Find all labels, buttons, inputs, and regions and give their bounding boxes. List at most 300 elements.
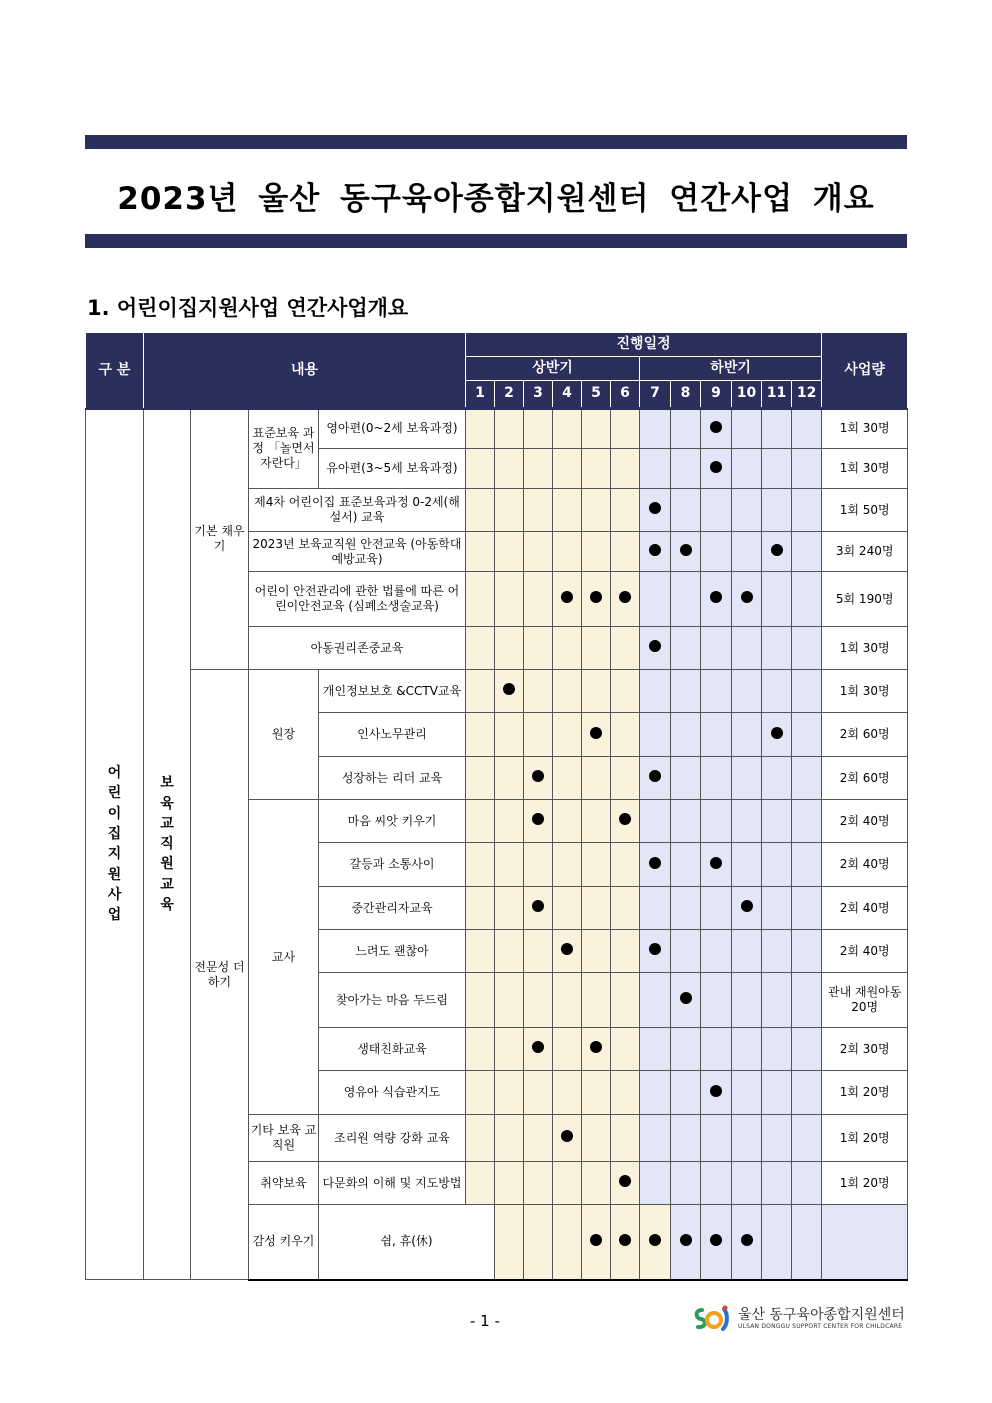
group-director: 원장 xyxy=(249,670,319,800)
month-cell-2 xyxy=(495,930,524,973)
month-cell-10 xyxy=(732,489,762,532)
month-cell-8 xyxy=(671,670,701,713)
month-cell-7 xyxy=(640,1071,671,1115)
group-basic: 기본 채우기 xyxy=(191,409,249,670)
month-cell-12 xyxy=(792,670,822,713)
header-month-11: 11 xyxy=(762,381,792,409)
page-number: - 1 - xyxy=(470,1312,500,1330)
month-cell-6 xyxy=(611,1162,640,1205)
schedule-dot xyxy=(649,770,661,782)
schedule-dot xyxy=(741,1234,753,1246)
month-cell-12 xyxy=(792,532,822,572)
section-heading: 1. 어린이집지원사업 연간사업개요 xyxy=(87,296,409,320)
month-cell-8 xyxy=(671,532,701,572)
month-cell-12 xyxy=(792,713,822,757)
month-cell-12 xyxy=(792,1071,822,1115)
month-cell-12 xyxy=(792,1115,822,1162)
month-cell-7 xyxy=(640,973,671,1028)
month-cell-12 xyxy=(792,627,822,670)
schedule-dot xyxy=(532,770,544,782)
schedule-dot xyxy=(680,1234,692,1246)
header-month-7: 7 xyxy=(640,381,671,409)
row-amount: 1회 30명 xyxy=(822,409,908,449)
month-cell-8 xyxy=(671,1071,701,1115)
schedule-dot xyxy=(619,1234,631,1246)
group-other-staff: 기타 보육 교직원 xyxy=(249,1115,319,1162)
month-cell-5 xyxy=(582,409,611,449)
month-cell-6 xyxy=(611,1028,640,1071)
month-cell-6 xyxy=(611,627,640,670)
month-cell-10 xyxy=(732,1115,762,1162)
month-cell-2 xyxy=(495,1028,524,1071)
header-month-3: 3 xyxy=(524,381,553,409)
row-name: 찾아가는 마음 두드림 xyxy=(319,973,466,1028)
month-cell-9 xyxy=(732,1205,762,1280)
month-cell-9 xyxy=(701,627,732,670)
month-cell-4 xyxy=(553,1115,582,1162)
schedule-dot xyxy=(649,943,661,955)
month-cell-3 xyxy=(524,1162,553,1205)
row-name: 느려도 괜찮아 xyxy=(319,930,466,973)
month-cell-1 xyxy=(466,1162,495,1205)
month-cell-2 xyxy=(495,409,524,449)
month-cell-12 xyxy=(792,843,822,887)
month-cell-2 xyxy=(495,1071,524,1115)
month-cell-4 xyxy=(553,409,582,449)
month-cell-2 xyxy=(495,627,524,670)
month-cell-5 xyxy=(582,843,611,887)
month-cell-10 xyxy=(732,627,762,670)
month-cell-4 xyxy=(553,800,582,843)
month-cell-5 xyxy=(582,713,611,757)
month-cell-2 xyxy=(495,887,524,930)
row-name: 갈등과 소통사이 xyxy=(319,843,466,887)
month-cell-11 xyxy=(762,409,792,449)
row-name: 영아편(0~2세 보육과정) xyxy=(319,409,466,449)
header-schedule: 진행일정 xyxy=(466,333,822,357)
schedule-dot xyxy=(561,943,573,955)
month-cell-1 xyxy=(466,973,495,1028)
month-cell-4 xyxy=(553,1162,582,1205)
row-amount: 2회 40명 xyxy=(822,930,908,973)
month-cell-5 xyxy=(582,930,611,973)
month-cell-5 xyxy=(582,532,611,572)
month-cell-7 xyxy=(640,670,671,713)
row-amount: 관내 재원아동 20명 xyxy=(822,973,908,1028)
schedule-table xyxy=(85,332,908,1281)
month-cell-11 xyxy=(762,1028,792,1071)
schedule-dot xyxy=(532,900,544,912)
month-cell-11 xyxy=(762,572,792,627)
month-cell-1 xyxy=(466,532,495,572)
month-cell-7 xyxy=(640,887,671,930)
month-cell-5 xyxy=(582,757,611,800)
month-cell-11 xyxy=(762,843,792,887)
month-cell-1 xyxy=(466,930,495,973)
month-cell-1 xyxy=(466,1028,495,1071)
month-cell-12 xyxy=(792,887,822,930)
schedule-dot xyxy=(619,1175,631,1187)
month-cell-11 xyxy=(762,1071,792,1115)
schedule-dot xyxy=(619,591,631,603)
month-cell-2 xyxy=(495,757,524,800)
row-amount: 1회 20명 xyxy=(822,1071,908,1115)
schedule-dot xyxy=(649,502,661,514)
month-cell-8 xyxy=(671,627,701,670)
row-amount: 2회 60명 xyxy=(822,757,908,800)
month-cell-2 xyxy=(495,532,524,572)
row-amount: 1회 30명 xyxy=(822,449,908,489)
month-cell-9 xyxy=(701,572,732,627)
row-amount: 2회 40명 xyxy=(822,887,908,930)
month-cell-6 xyxy=(611,572,640,627)
schedule-dot xyxy=(503,683,515,695)
group-expert: 전문성 더하기 xyxy=(191,670,249,1280)
schedule-dot xyxy=(741,591,753,603)
schedule-dot xyxy=(532,1041,544,1053)
table-row xyxy=(86,670,908,713)
row-name: 성장하는 리더 교육 xyxy=(319,757,466,800)
row-amount: 1회 50명 xyxy=(822,489,908,532)
month-cell-1 xyxy=(466,670,495,713)
month-cell-6 xyxy=(611,1071,640,1115)
month-cell-4 xyxy=(553,713,582,757)
month-cell-4 xyxy=(553,532,582,572)
month-cell-4 xyxy=(553,1028,582,1071)
sub-category xyxy=(144,409,191,1280)
month-cell-5 xyxy=(582,1071,611,1115)
month-cell-6 xyxy=(611,532,640,572)
sub-category-label: 보 육 교 직 원 교 육 xyxy=(160,775,174,913)
month-cell-4 xyxy=(553,930,582,973)
month-cell-4 xyxy=(553,1071,582,1115)
month-cell-3 xyxy=(524,489,553,532)
month-cell-8 xyxy=(671,887,701,930)
month-cell-10 xyxy=(732,973,762,1028)
row-amount: 1회 30명 xyxy=(822,670,908,713)
month-cell-7 xyxy=(640,489,671,532)
month-cell-11 xyxy=(762,973,792,1028)
month-cell-10 xyxy=(732,800,762,843)
header-month-10: 10 xyxy=(732,381,762,409)
month-cell-9 xyxy=(701,1162,732,1205)
month-cell-1 xyxy=(466,800,495,843)
main-category xyxy=(86,409,144,1280)
row-name: 쉼, 휴(休) xyxy=(319,1205,495,1280)
month-cell-8 xyxy=(671,757,701,800)
month-cell-4 xyxy=(553,489,582,532)
month-cell-2 xyxy=(524,1205,553,1280)
month-cell-2 xyxy=(495,489,524,532)
month-cell-11 xyxy=(762,800,792,843)
month-cell-2 xyxy=(495,713,524,757)
month-cell-11 xyxy=(762,670,792,713)
month-cell-10 xyxy=(732,572,762,627)
schedule-dot xyxy=(680,544,692,556)
header-month-6: 6 xyxy=(611,381,640,409)
month-cell-3 xyxy=(524,1071,553,1115)
month-cell-2 xyxy=(495,800,524,843)
month-cell-2 xyxy=(495,843,524,887)
month-cell-1 xyxy=(466,1071,495,1115)
month-cell-11 xyxy=(762,757,792,800)
month-cell-11 xyxy=(762,489,792,532)
row-name: 아동권리존중교육 xyxy=(249,627,466,670)
row-amount: 1회 30명 xyxy=(822,627,908,670)
month-cell-2 xyxy=(495,670,524,713)
month-cell-5 xyxy=(582,887,611,930)
row-name: 유아편(3~5세 보육과정) xyxy=(319,449,466,489)
month-cell-11 xyxy=(792,1205,822,1280)
month-cell-12 xyxy=(792,930,822,973)
schedule-dot xyxy=(741,900,753,912)
row-amount: 3회 240명 xyxy=(822,532,908,572)
month-cell-7 xyxy=(640,409,671,449)
month-cell-3 xyxy=(524,930,553,973)
table-row xyxy=(86,409,908,449)
title-bottom-bar xyxy=(85,234,907,248)
header-month-1: 1 xyxy=(466,381,495,409)
header-month-5: 5 xyxy=(582,381,611,409)
schedule-dot xyxy=(649,857,661,869)
month-cell-6 xyxy=(611,973,640,1028)
month-cell-10 xyxy=(732,449,762,489)
row-name: 중간관리자교육 xyxy=(319,887,466,930)
month-cell-3 xyxy=(524,532,553,572)
schedule-dot xyxy=(771,544,783,556)
month-cell-8 xyxy=(671,973,701,1028)
month-cell-4 xyxy=(553,843,582,887)
row-name: 어린이 안전관리에 관한 법률에 따른 어린이안전교육 (심폐소생술교육) xyxy=(249,572,466,627)
header-month-12: 12 xyxy=(792,381,822,409)
month-cell-9 xyxy=(701,532,732,572)
row-amount: 2회 60명 xyxy=(822,713,908,757)
schedule-dot xyxy=(590,591,602,603)
main-category-label: 어 린 이 집 지 원 사 업 xyxy=(107,765,122,924)
month-cell-12 xyxy=(792,1028,822,1071)
month-cell-7 xyxy=(671,1205,701,1280)
row-amount: 2회 30명 xyxy=(822,1028,908,1071)
month-cell-10 xyxy=(732,930,762,973)
month-cell-1 xyxy=(466,489,495,532)
schedule-dot xyxy=(619,813,631,825)
month-cell-10 xyxy=(732,532,762,572)
month-cell-7 xyxy=(640,930,671,973)
month-cell-2 xyxy=(495,572,524,627)
schedule-dot xyxy=(710,857,722,869)
month-cell-8 xyxy=(671,800,701,843)
row-name: 인사노무관리 xyxy=(319,713,466,757)
month-cell-5 xyxy=(582,973,611,1028)
document-title: 2023년 울산 동구육아종합지원센터 연간사업 개요 xyxy=(117,181,875,217)
month-cell-8 xyxy=(671,409,701,449)
month-cell-5 xyxy=(582,449,611,489)
month-cell-8 xyxy=(671,572,701,627)
row-name: 조리원 역량 강화 교육 xyxy=(319,1115,466,1162)
month-cell-2 xyxy=(495,449,524,489)
month-cell-10 xyxy=(732,843,762,887)
center-logo-icon xyxy=(692,1304,732,1332)
month-cell-11 xyxy=(762,449,792,489)
schedule-dot xyxy=(590,1041,602,1053)
group-teacher: 교사 xyxy=(249,800,319,1115)
schedule-dot xyxy=(710,1234,722,1246)
month-cell-8 xyxy=(671,489,701,532)
month-cell-1 xyxy=(466,627,495,670)
month-cell-9 xyxy=(701,973,732,1028)
month-cell-10 xyxy=(732,1071,762,1115)
month-cell-4 xyxy=(553,572,582,627)
month-cell-4 xyxy=(553,973,582,1028)
month-cell-3 xyxy=(524,843,553,887)
month-cell-11 xyxy=(762,713,792,757)
header-month-2: 2 xyxy=(495,381,524,409)
header-month-8: 8 xyxy=(671,381,701,409)
month-cell-5 xyxy=(582,1028,611,1071)
month-cell-12 xyxy=(822,1205,908,1280)
title-top-bar xyxy=(85,135,907,149)
month-cell-5 xyxy=(582,572,611,627)
schedule-dot xyxy=(649,1234,661,1246)
month-cell-10 xyxy=(732,1028,762,1071)
month-cell-3 xyxy=(524,572,553,627)
month-cell-6 xyxy=(611,713,640,757)
row-name: 다문화의 이해 및 지도방법 xyxy=(319,1162,466,1205)
schedule-dot xyxy=(561,591,573,603)
header-amount: 사업량 xyxy=(822,333,908,409)
month-cell-1 xyxy=(466,713,495,757)
month-cell-7 xyxy=(640,713,671,757)
month-cell-6 xyxy=(611,449,640,489)
month-cell-9 xyxy=(701,1028,732,1071)
row-name: 제4차 어린이집 표준보육과정 0-2세(해설서) 교육 xyxy=(249,489,466,532)
month-cell-8 xyxy=(671,1162,701,1205)
schedule-dot xyxy=(590,727,602,739)
month-cell-3 xyxy=(524,670,553,713)
row-name: 2023년 보육교직원 안전교육 (아동학대예방교육) xyxy=(249,532,466,572)
month-cell-12 xyxy=(792,800,822,843)
month-cell-11 xyxy=(762,1115,792,1162)
month-cell-7 xyxy=(640,843,671,887)
header-second-half: 하반기 xyxy=(640,357,822,381)
month-cell-7 xyxy=(640,449,671,489)
row-name: 개인정보보호 &CCTV교육 xyxy=(319,670,466,713)
month-cell-11 xyxy=(762,930,792,973)
schedule-dot xyxy=(590,1234,602,1246)
month-cell-1 xyxy=(466,843,495,887)
month-cell-2 xyxy=(495,1115,524,1162)
month-cell-1 xyxy=(466,1115,495,1162)
month-cell-11 xyxy=(762,532,792,572)
month-cell-6 xyxy=(611,843,640,887)
month-cell-3 xyxy=(553,1205,582,1280)
month-cell-7 xyxy=(640,1028,671,1071)
month-cell-1 xyxy=(466,757,495,800)
row-amount: 2회 40명 xyxy=(822,843,908,887)
month-cell-12 xyxy=(792,449,822,489)
schedule-dot xyxy=(710,421,722,433)
month-cell-4 xyxy=(553,670,582,713)
month-cell-12 xyxy=(792,1162,822,1205)
month-cell-9 xyxy=(701,409,732,449)
month-cell-3 xyxy=(524,1028,553,1071)
group-standard-curriculum: 표준보육 과정 「놀면서 자란다」 xyxy=(249,409,319,489)
month-cell-11 xyxy=(762,627,792,670)
month-cell-3 xyxy=(524,449,553,489)
month-cell-6 xyxy=(611,757,640,800)
schedule-dot xyxy=(649,544,661,556)
schedule-dot xyxy=(532,813,544,825)
month-cell-2 xyxy=(495,973,524,1028)
month-cell-2 xyxy=(495,1162,524,1205)
footer-logo xyxy=(692,1303,910,1333)
header-month-9: 9 xyxy=(701,381,732,409)
month-cell-9 xyxy=(701,930,732,973)
month-cell-9 xyxy=(701,1071,732,1115)
month-cell-4 xyxy=(582,1205,611,1280)
month-cell-9 xyxy=(701,1115,732,1162)
month-cell-8 xyxy=(671,1028,701,1071)
header-content: 내용 xyxy=(144,333,466,409)
month-cell-3 xyxy=(524,1115,553,1162)
month-cell-6 xyxy=(611,1115,640,1162)
schedule-dot xyxy=(710,1085,722,1097)
header-category: 구 분 xyxy=(86,333,144,409)
month-cell-10 xyxy=(762,1205,792,1280)
month-cell-12 xyxy=(792,409,822,449)
month-cell-5 xyxy=(582,627,611,670)
schedule-dot xyxy=(710,591,722,603)
month-cell-7 xyxy=(640,572,671,627)
month-cell-12 xyxy=(792,489,822,532)
month-cell-5 xyxy=(582,670,611,713)
row-amount: 1회 20명 xyxy=(822,1162,908,1205)
month-cell-6 xyxy=(611,930,640,973)
month-cell-4 xyxy=(553,887,582,930)
month-cell-7 xyxy=(640,1162,671,1205)
month-cell-9 xyxy=(701,800,732,843)
month-cell-3 xyxy=(524,757,553,800)
schedule-dot xyxy=(680,992,692,1004)
logo-english-name: ULSAN DONGGU SUPPORT CENTER FOR CHILDCARE xyxy=(738,1323,903,1330)
month-cell-7 xyxy=(640,1115,671,1162)
month-cell-9 xyxy=(701,713,732,757)
month-cell-9 xyxy=(701,670,732,713)
month-cell-3 xyxy=(524,713,553,757)
month-cell-5 xyxy=(582,800,611,843)
month-cell-8 xyxy=(701,1205,732,1280)
month-cell-6 xyxy=(611,887,640,930)
month-cell-8 xyxy=(671,713,701,757)
schedule-dot xyxy=(771,727,783,739)
month-cell-4 xyxy=(553,757,582,800)
month-cell-12 xyxy=(792,757,822,800)
month-cell-6 xyxy=(611,800,640,843)
month-cell-9 xyxy=(701,757,732,800)
month-cell-1 xyxy=(466,572,495,627)
month-cell-7 xyxy=(640,627,671,670)
month-cell-9 xyxy=(701,489,732,532)
month-cell-9 xyxy=(701,887,732,930)
month-cell-7 xyxy=(640,757,671,800)
header-first-half: 상반기 xyxy=(466,357,640,381)
month-cell-8 xyxy=(671,449,701,489)
month-cell-1 xyxy=(466,887,495,930)
header-month-4: 4 xyxy=(553,381,582,409)
month-cell-3 xyxy=(524,627,553,670)
month-cell-10 xyxy=(732,713,762,757)
logo-name: 울산 동구육아종합지원센터 xyxy=(738,1307,905,1323)
